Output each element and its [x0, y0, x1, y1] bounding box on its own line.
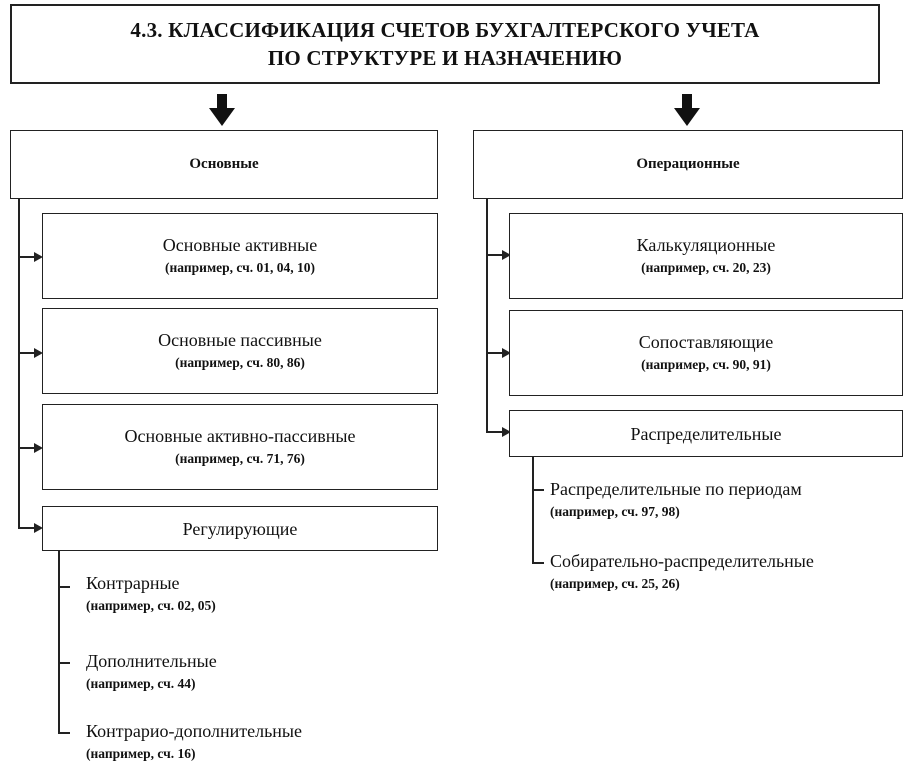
- collective-distributive-accounts: [550, 550, 814, 594]
- comparing-accounts-box: [509, 310, 903, 396]
- operational-accounts-label: Операционные: [636, 156, 740, 172]
- item-example: (например, сч. 71, 76): [175, 451, 305, 466]
- passive-accounts-box: [42, 308, 438, 394]
- item-name: Распределительные по периодам: [550, 479, 802, 499]
- title-line-1: 4.3. КЛАССИФИКАЦИЯ СЧЕТОВ БУХГАЛТЕРСКОГО УЧЕТА: [130, 18, 760, 42]
- main-accounts-header: [10, 130, 438, 199]
- item-example: (например, сч. 90, 91): [641, 357, 771, 372]
- item-name: Основные активно-пассивные: [124, 426, 356, 446]
- period-distributive-accounts: [550, 478, 802, 522]
- operational-accounts-header: [473, 130, 903, 199]
- contra-additional-accounts: [86, 720, 302, 764]
- item-name: Калькуляционные: [636, 235, 776, 255]
- right-connector: [486, 199, 488, 432]
- item-name: Основные пассивные: [158, 330, 322, 350]
- down-arrow-icon: [672, 94, 702, 128]
- title-box: [10, 4, 880, 84]
- item-example: (например, сч. 01, 04, 10): [165, 260, 315, 275]
- item-name: Дополнительные: [86, 651, 217, 671]
- sub-connector: [532, 457, 534, 563]
- item-example: (например, сч. 80, 86): [175, 355, 305, 370]
- item-name: Контрарио-дополнительные: [86, 721, 303, 741]
- down-arrow-icon: [207, 94, 237, 128]
- item-name: Распределительные: [630, 423, 782, 444]
- main-accounts-label: Основные: [189, 156, 259, 172]
- title-line-2: ПО СТРУКТУРЕ И НАЗНАЧЕНИЮ: [267, 46, 623, 70]
- item-example: (например, сч. 44): [86, 676, 196, 691]
- sub-connector: [58, 551, 60, 733]
- item-name: Собирательно-распределительные: [550, 551, 814, 571]
- costing-accounts-box: [509, 213, 903, 299]
- item-example: (например, сч. 97, 98): [550, 504, 680, 519]
- connector: [58, 662, 70, 664]
- connector: [532, 562, 544, 564]
- item-example: (например, сч. 16): [86, 746, 196, 761]
- item-example: (например, сч. 25, 26): [550, 576, 680, 591]
- active-passive-accounts-box: [42, 404, 438, 490]
- item-example: (например, сч. 02, 05): [86, 598, 216, 613]
- connector: [58, 732, 70, 734]
- regulating-accounts-box: [42, 506, 438, 551]
- item-name: Контрарные: [86, 573, 180, 593]
- item-example: (например, сч. 20, 23): [641, 260, 771, 275]
- additional-accounts: [86, 650, 217, 694]
- item-name: Регулирующие: [182, 518, 298, 539]
- item-name: Основные активные: [162, 235, 318, 255]
- left-connector: [18, 199, 20, 528]
- connector: [532, 489, 544, 491]
- contra-accounts: [86, 572, 216, 616]
- active-accounts-box: [42, 213, 438, 299]
- distributive-accounts-box: [509, 410, 903, 457]
- connector: [58, 586, 70, 588]
- item-name: Сопоставляющие: [638, 332, 774, 352]
